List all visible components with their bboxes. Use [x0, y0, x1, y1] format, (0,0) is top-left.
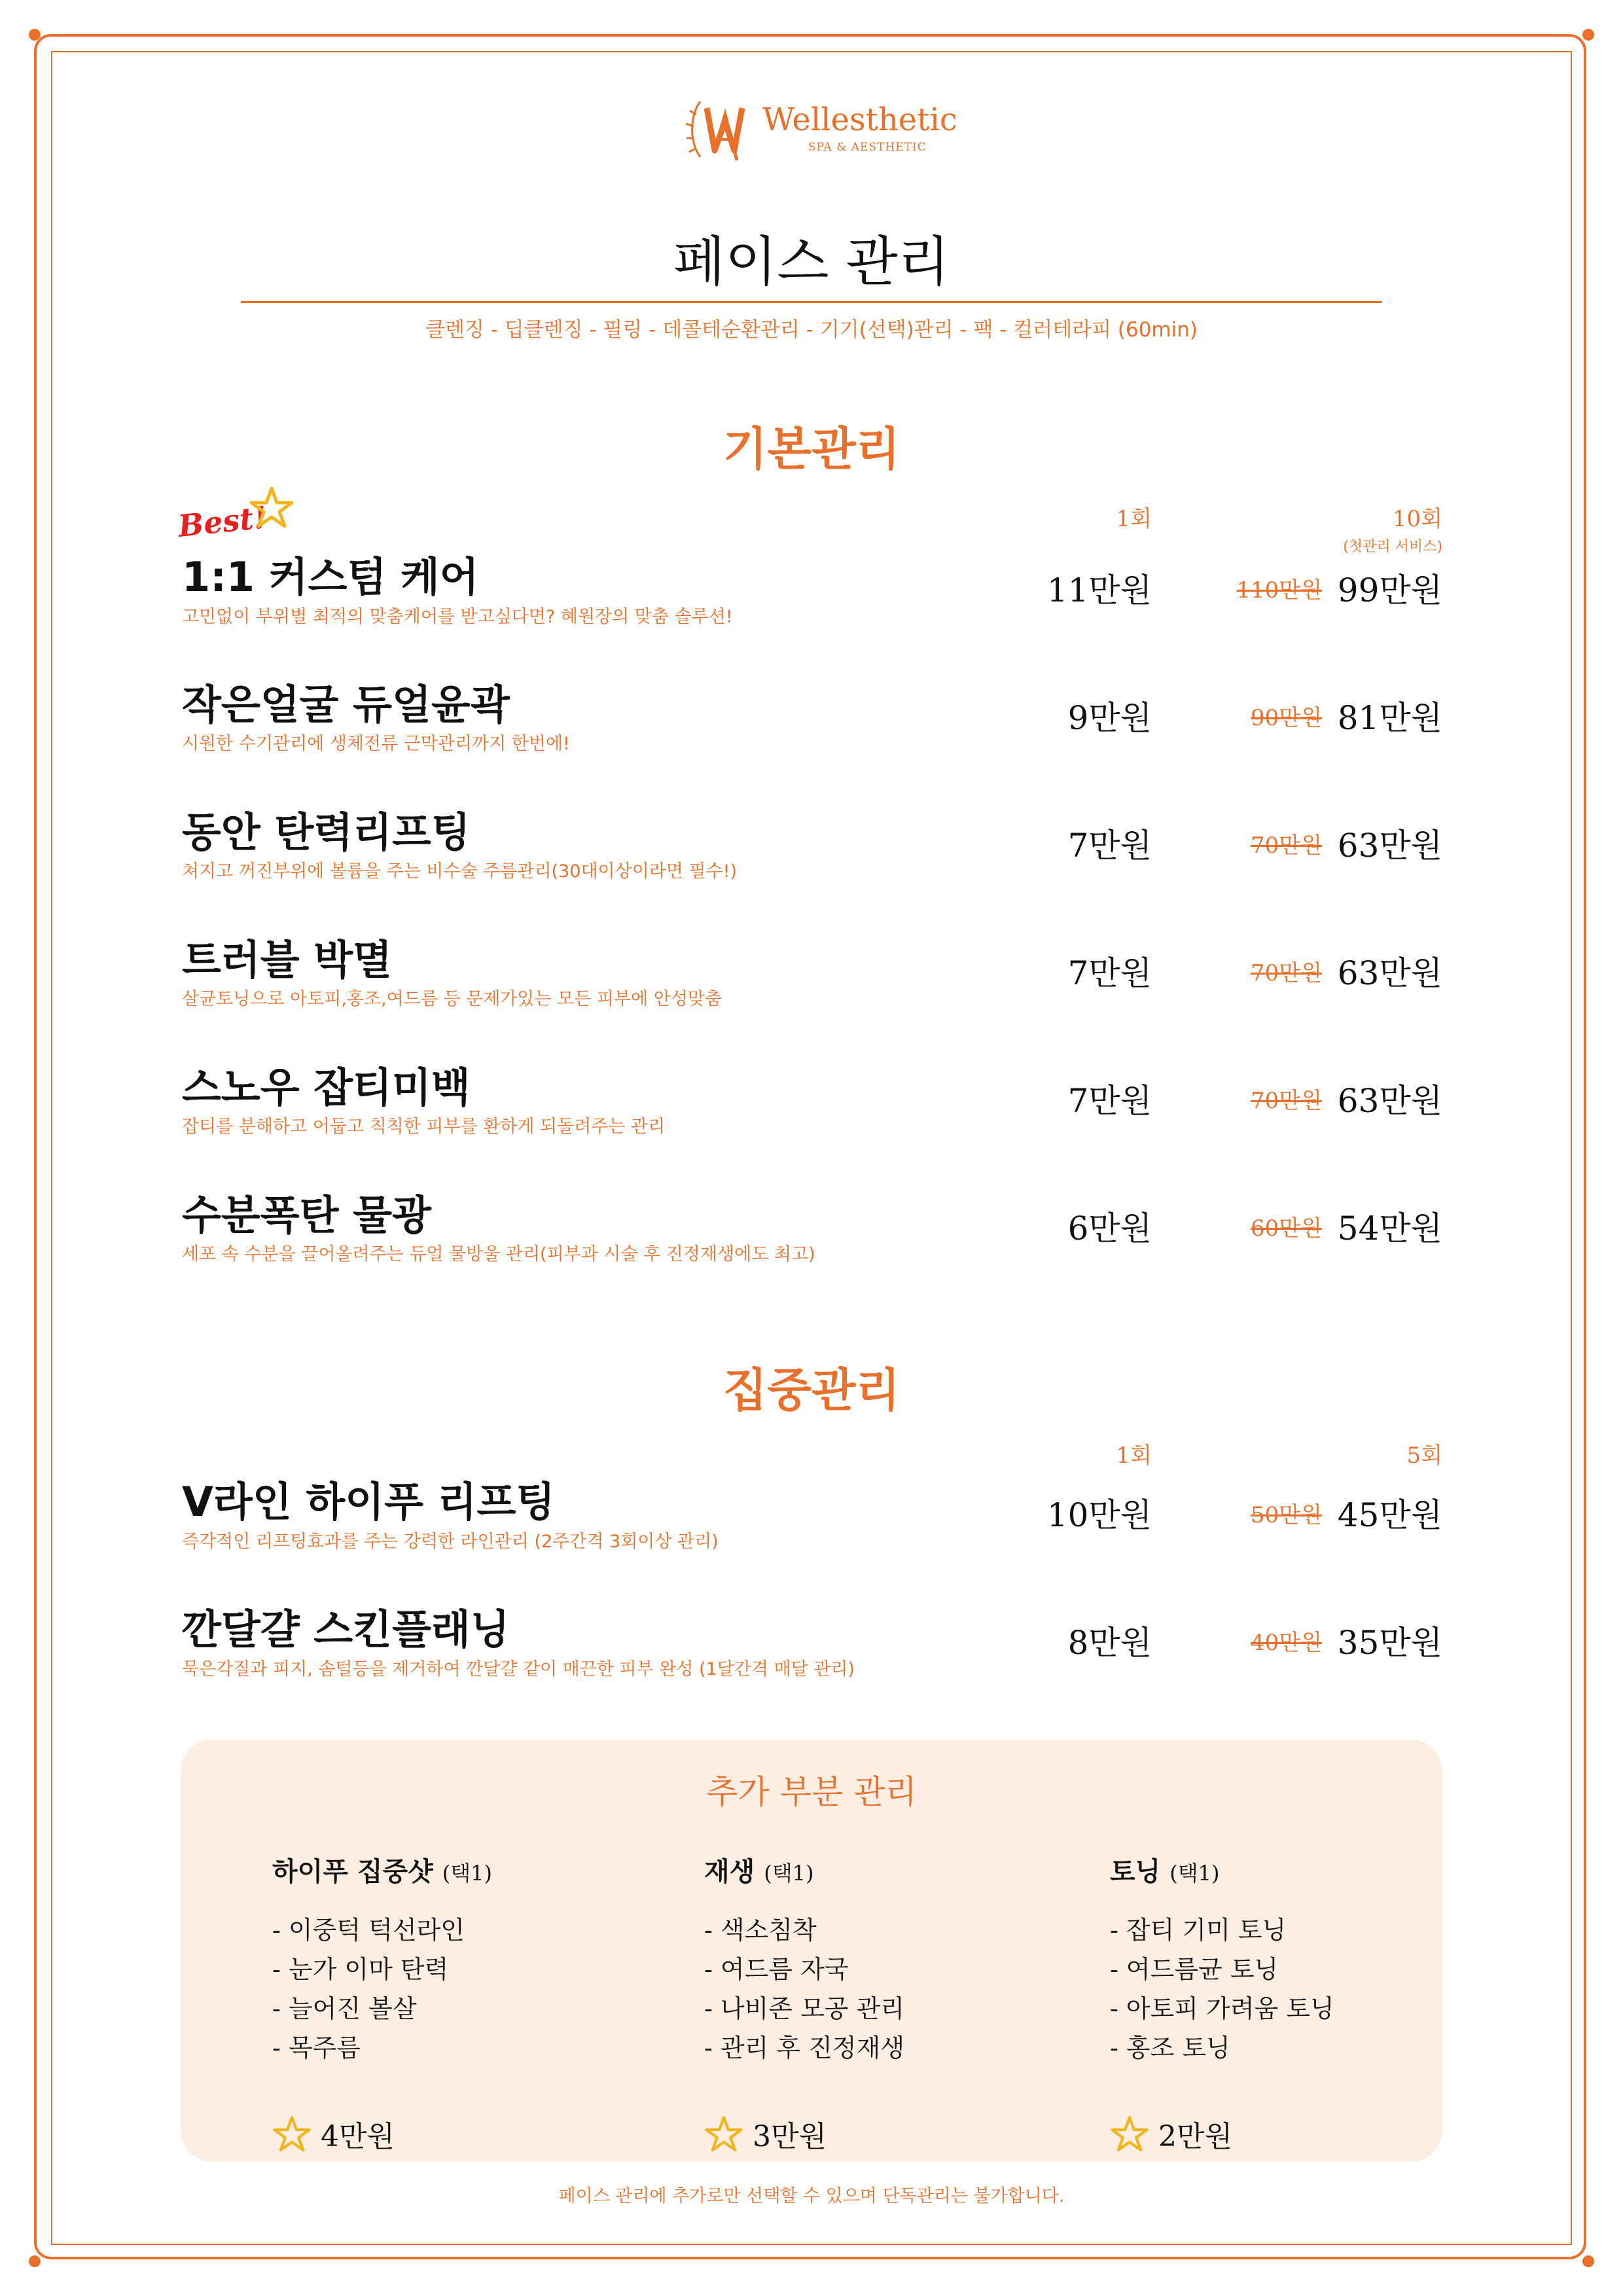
item-name: 동안 탄력리프팅: [182, 808, 471, 856]
item-price-original: 70만원: [1251, 833, 1322, 859]
item-price-original: 70만원: [1251, 960, 1322, 986]
addon-price: 3만원: [753, 2120, 827, 2153]
item-desc: 잡티를 분해하고 어둡고 칙칙한 피부를 환하게 되돌려주는 관리: [182, 1117, 666, 1137]
addon-panel: [181, 1740, 1442, 2162]
list-item: - 여드름균 토닝: [1110, 1955, 1279, 1984]
list-item: - 관리 후 진정재생: [704, 2034, 905, 2062]
col-head-single: 1회: [1116, 1443, 1152, 1469]
list-item: - 이중턱 턱선라인: [272, 1916, 465, 1945]
list-item: - 목주름: [272, 2034, 361, 2062]
best-star-icon: [249, 484, 294, 530]
item-price-single: 9만원: [1067, 699, 1152, 737]
item-name: V라인 하이푸 리프팅: [182, 1478, 556, 1526]
addon-name: 토닝: [1110, 1857, 1161, 1887]
item-price-package: 63만원: [1337, 954, 1442, 992]
brand-tagline: SPA & AESTHETIC: [808, 141, 927, 154]
addon-column-title: [272, 1851, 639, 1888]
item-desc: 묵은각질과 피지, 솜털등을 제거하여 깐달걀 같이 매끈한 피부 완성 (1달간격 매달 관리): [182, 1659, 855, 1679]
item-price-single: 7만원: [1067, 1082, 1152, 1120]
item-name: 작은얼굴 듀얼윤곽: [182, 681, 510, 728]
corner-dot: [1582, 2255, 1594, 2267]
item-price-single: 8만원: [1067, 1624, 1152, 1662]
item-desc: 쳐지고 꺼진부위에 볼륨을 주는 비수술 주름관리(30대이상이라면 필수!): [182, 861, 738, 882]
best-badge: Best!: [176, 499, 268, 544]
list-item: - 아토피 가려움 토닝: [1110, 1994, 1334, 2023]
item-name: 깐달걀 스킨플래닝: [182, 1605, 510, 1653]
addon-column-title: [704, 1851, 1071, 1888]
item-name: 1:1 커스텀 케어: [182, 553, 479, 601]
item-desc: 시원한 수기관리에 생체전류 근막관리까지 한번에!: [182, 734, 570, 754]
item-price-package: 99만원: [1337, 571, 1442, 609]
item-price-original: 50만원: [1251, 1502, 1322, 1528]
item-price-single: 11만원: [1046, 571, 1152, 609]
addon-name: 재생: [704, 1857, 755, 1887]
addon-price: 2만원: [1158, 2120, 1233, 2153]
star-icon: [272, 2114, 312, 2153]
addon-price-row: [272, 2113, 395, 2155]
list-item: - 홍조 토닝: [1110, 2034, 1230, 2062]
corner-dot: [1582, 29, 1594, 41]
item-name: 수분폭탄 물광: [182, 1191, 431, 1239]
addon-price: 4만원: [321, 2120, 395, 2153]
item-desc: 세포 속 수분을 끌어올려주는 듀얼 물방울 관리(피부과 시술 후 진정재생에도 최고): [182, 1244, 815, 1265]
item-price-original: 70만원: [1251, 1088, 1322, 1114]
section-title-intensive: 집중관리: [722, 1363, 901, 1417]
addon-pick-note: (택1): [442, 1861, 492, 1886]
brand-logo: [674, 88, 962, 167]
footnote: 페이스 관리에 추가로만 선택할 수 있으며 단독관리는 불가합니다.: [558, 2186, 1065, 2206]
list-item: - 늘어진 볼살: [272, 1994, 417, 2023]
brand-name: Wellesthetic: [762, 101, 957, 138]
item-desc: 고민없이 부위별 최적의 맞춤케어를 받고싶다면? 혜원장의 맞춤 솔루션!: [182, 607, 733, 627]
col-head-package: 5회: [1406, 1443, 1442, 1469]
item-price-original: 110만원: [1236, 577, 1322, 603]
item-price-original: 40만원: [1251, 1630, 1322, 1656]
list-item: - 색소침착: [704, 1916, 817, 1945]
col-head-package: 10회: [1392, 506, 1442, 532]
addon-title: 추가 부분 관리: [706, 1773, 917, 1811]
item-price-single: 10만원: [1046, 1496, 1152, 1534]
page-title: 페이스 관리: [673, 231, 950, 293]
item-price-single: 7만원: [1067, 954, 1152, 992]
star-icon: [704, 2114, 743, 2153]
addon-column: [272, 1851, 639, 2153]
star-icon: [1110, 2114, 1149, 2153]
col-head-single: 1회: [1116, 506, 1152, 532]
addon-column-title: [1110, 1851, 1476, 1888]
page-subtitle: 클렌징 - 딥클렌징 - 필링 - 데콜테순환관리 - 기기(선택)관리 - 팩 - 컬러테라피 (60min): [425, 318, 1198, 342]
list-item: - 나비존 모공 관리: [704, 1994, 905, 2023]
item-price-package: 45만원: [1337, 1496, 1442, 1534]
item-price-package: 63만원: [1337, 1082, 1442, 1120]
item-name: 트러블 박멸: [182, 936, 393, 984]
addon-price-row: [704, 2113, 827, 2155]
addon-pick-note: (택1): [764, 1861, 814, 1886]
logo-mark-icon: [674, 88, 759, 167]
item-price-package: 35만원: [1337, 1624, 1442, 1662]
item-price-package: 63만원: [1337, 827, 1442, 865]
corner-dot: [29, 2255, 41, 2267]
col-head-package-note: (첫관리 서비스): [1343, 539, 1442, 555]
item-price-original: 60만원: [1251, 1215, 1322, 1242]
addon-column: [704, 1851, 1071, 2153]
item-price-package: 54만원: [1337, 1210, 1442, 1247]
item-desc: 살균토닝으로 아토피,홍조,여드름 등 문제가있는 모든 피부에 안성맞춤: [182, 989, 722, 1009]
section-title-basic: 기본관리: [722, 422, 901, 476]
item-price-single: 7만원: [1067, 827, 1152, 865]
list-item: - 여드름 자국: [704, 1955, 849, 1984]
list-item: - 눈가 이마 탄력: [272, 1955, 449, 1984]
item-price-single: 6만원: [1067, 1210, 1152, 1247]
corner-dot: [29, 29, 41, 41]
item-price-package: 81만원: [1337, 699, 1442, 737]
addon-column: [1110, 1851, 1476, 2153]
addon-name: 하이푸 집중샷: [272, 1857, 433, 1887]
addon-price-row: [1110, 2113, 1232, 2155]
item-price-original: 90만원: [1251, 705, 1322, 731]
item-name: 스노우 잡티미백: [182, 1064, 471, 1111]
list-item: - 잡티 기미 토닝: [1110, 1916, 1287, 1945]
addon-pick-note: (택1): [1169, 1861, 1220, 1886]
title-divider: [241, 301, 1382, 303]
item-desc: 즉각적인 리프팅효과를 주는 강력한 라인관리 (2주간격 3회이상 관리): [182, 1532, 719, 1552]
